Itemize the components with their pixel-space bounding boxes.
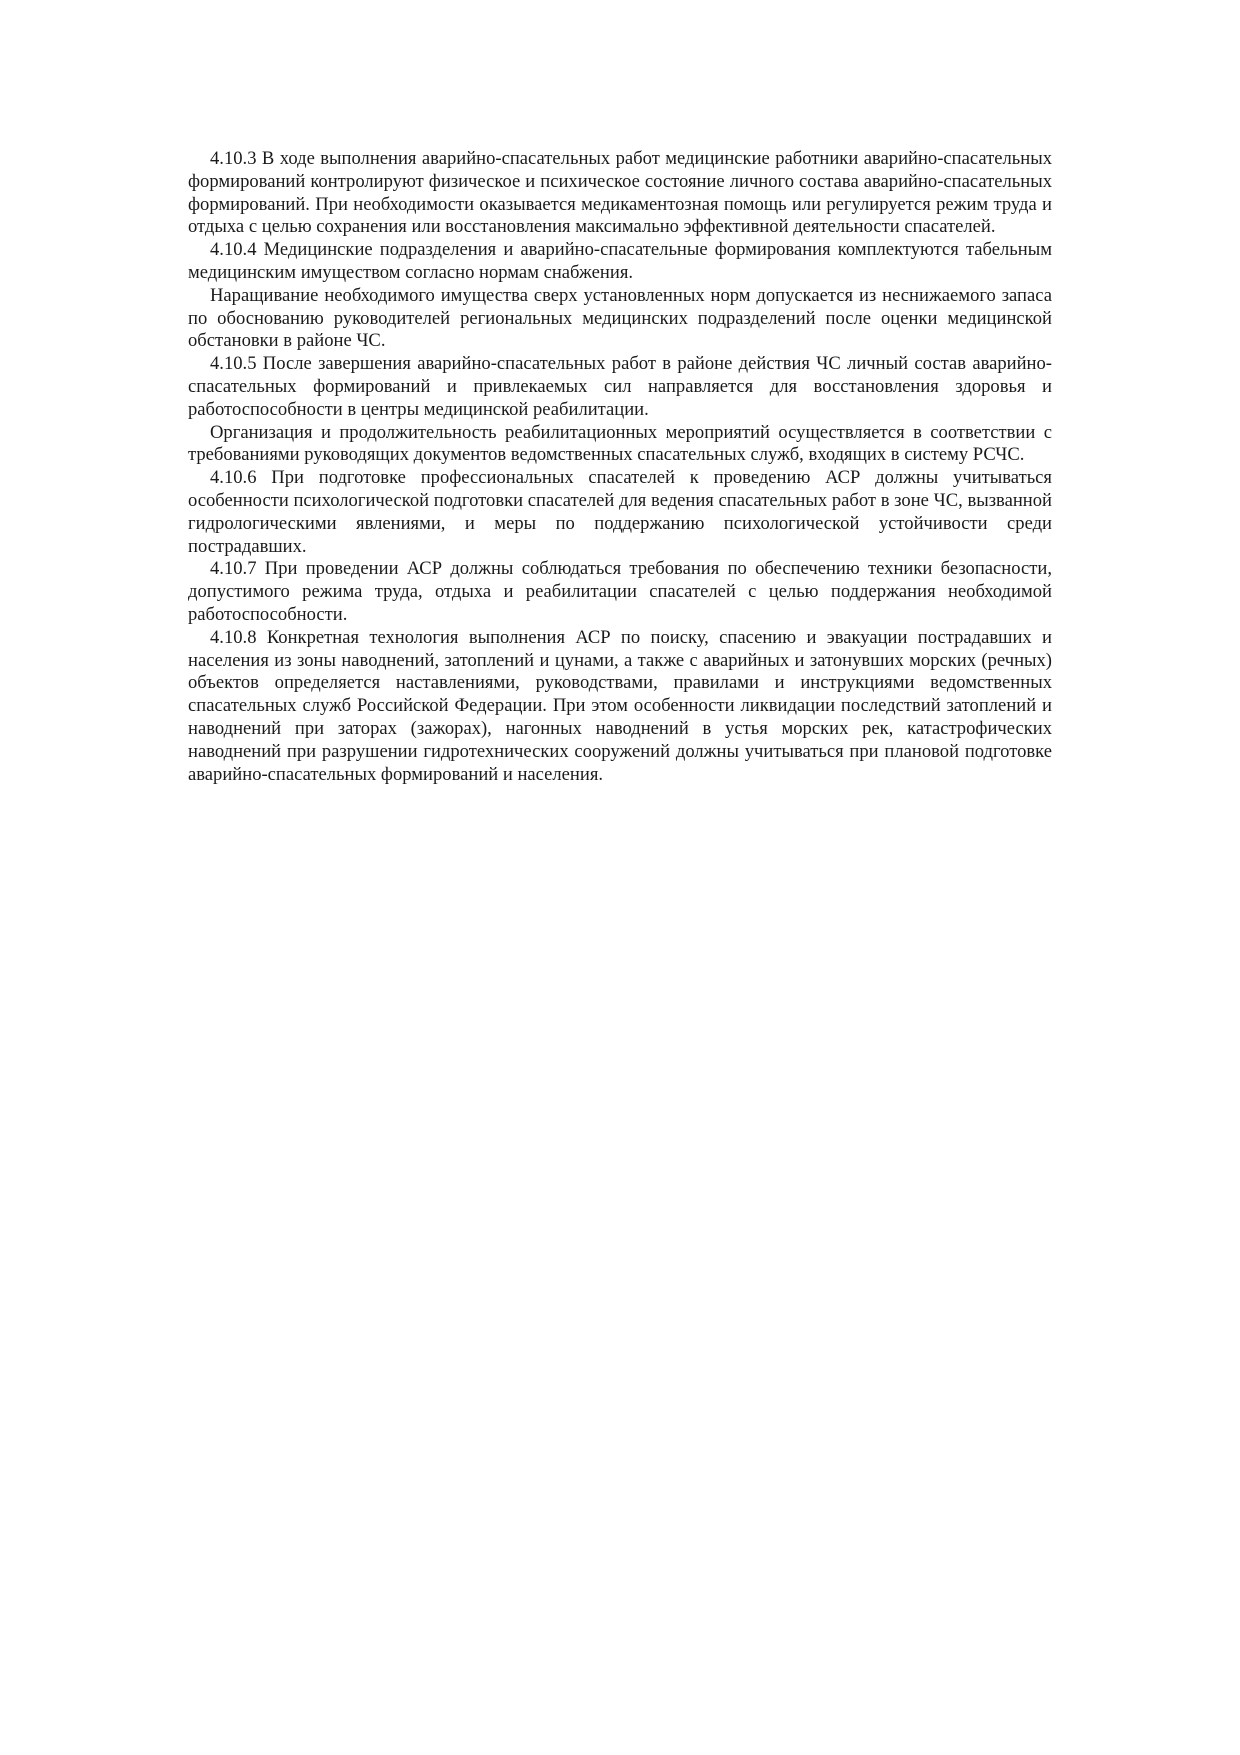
paragraph-4-10-5-supplement: Организация и продолжительность реабилитационных мероприятий осуществляется в соответствии с требованиями руководящих документов ведомственных спасательных служб, входящих в систему РСЧС. (188, 421, 1052, 466)
document-page (188, 148, 1052, 786)
paragraph-4-10-8: 4.10.8 Конкретная технология выполнения АСР по поиску, спасению и эвакуации пострадавших и населения из зоны наводнений, затоплений и цунами, а также с аварийных и затонувших морских (речных) объектов определяется наставлениями, руководствами, правилами и инструкциями ведомственных спасательных служб Российской Федерации. При этом особенности ликвидации последствий затоплений и наводнений при заторах (зажорах), нагонных наводнений в устья морских рек, катастрофических наводнений при разрушении гидротехнических сооружений должны учитываться при плановой подготовке аварийно-спасательных формирований и населения. (188, 626, 1052, 785)
paragraph-4-10-7: 4.10.7 При проведении АСР должны соблюдаться требования по обеспечению техники безопасности, допустимого режима труда, отдыха и реабилитации спасателей с целью поддержания необходимой работоспособности. (188, 558, 1052, 625)
paragraph-4-10-4: 4.10.4 Медицинские подразделения и аварийно-спасательные формирования комплектуются табельным медицинским имуществом согласно нормам снабжения. (188, 239, 1052, 283)
paragraph-4-10-3: 4.10.3 В ходе выполнения аварийно-спасательных работ медицинские работники аварийно-спасательных формирований контролируют физическое и психическое состояние личного состава аварийно-спасательных формирований. При необходимости оказывается медикаментозная помощь или регулируется режим труда и отдыха с целью сохранения или восстановления максимально эффективной деятельности спасателей. (188, 148, 1052, 238)
paragraph-4-10-4-supplement: Наращивание необходимого имущества сверх установленных норм допускается из неснижаемого запаса по обоснованию руководителей региональных медицинских подразделений после оценки медицинской обстановки в районе ЧС. (188, 284, 1052, 352)
paragraph-4-10-5: 4.10.5 После завершения аварийно-спасательных работ в районе действия ЧС личный состав аварийно-спасательных формирований и привлекаемых сил направляется для восстановления здоровья и работоспособности в центры медицинской реабилитации. (188, 353, 1052, 420)
paragraph-4-10-6: 4.10.6 При подготовке профессиональных спасателей к проведению АСР должны учитываться особенности психологической подготовки спасателей для ведения спасательных работ в зоне ЧС, вызванной гидрологическими явлениями, и меры по поддержанию психологической устойчивости среди пострадавших. (188, 467, 1052, 557)
